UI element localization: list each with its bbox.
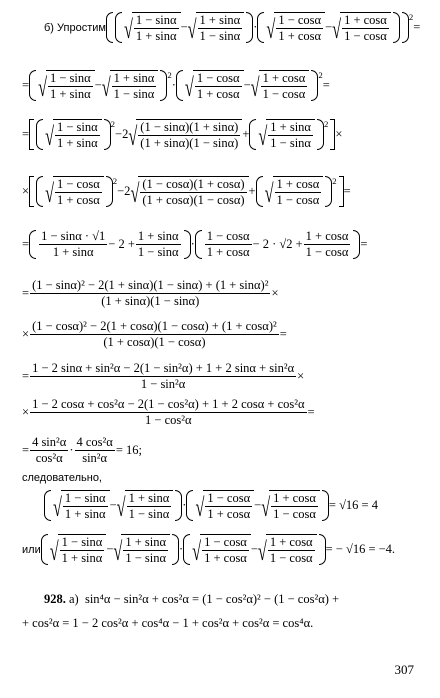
frac-den: (1 + sinα)(1 − sinα): [101, 294, 200, 309]
eq-line-10: [22, 436, 142, 465]
frac-den: 1 − sin²α: [140, 377, 186, 392]
frac-den: 1 + sinα: [56, 136, 98, 151]
problem-928-line-1: [44, 592, 339, 607]
frac-num: 1 + sinα: [198, 14, 243, 29]
group-sin: √ $\frac{1 - \sin\alpha}{1 + \sin\alpha}$ − √ $\frac{1 + \sin\alpha}{1 - \sin\alpha}$: [29, 70, 167, 101]
equals-sign: =: [22, 127, 30, 142]
square-bracket: √ $\frac{1 - \cos\alpha}{1 + \cos\alpha}$ $^2$ −2 √ $\frac{(1 - \cos\alpha)(1 + \cos\alpha)}{(1 + \cos\alpha)(1 - \cos\alpha)}$ + √ $\frac{1 + \cos\alpha}{1 - \cos\alpha}$ $^2$: [29, 176, 344, 207]
frac-den: 1 + cosα: [278, 29, 322, 44]
consequently-line: [22, 472, 102, 484]
group-cos: √ $\frac{1 - \cos\alpha}{1 + \cos\alpha}$ − √ $\frac{1 + \cos\alpha}{1 - \cos\alpha}$: [257, 12, 399, 43]
frac-den: (1 + cosα)(1 − cosα): [142, 193, 245, 208]
frac-num: 1 − sinα: [134, 14, 179, 29]
frac-den: 1 − sinα: [270, 136, 311, 151]
equals-sign: =: [343, 184, 351, 199]
minus-sign: −: [325, 20, 333, 35]
eq-line-6: [22, 279, 279, 308]
equals-sign: =: [22, 443, 30, 458]
frac-num: 1 − 2 sinα + sin²α − 2(1 − sin²α) + 1 + 2 sinα + sin²α: [30, 362, 296, 377]
problem-928-expr-2: + cos²α = 1 − 2 cos²α + cos⁴α − 1 + cos²α + cos²α = cos⁴α.: [22, 616, 314, 630]
frac-num: 1 − sinα: [60, 536, 105, 551]
frac-num: 1 − sinα: [48, 72, 93, 87]
frac-den: 1 − sinα: [113, 87, 155, 102]
frac-den: 1 + cosα: [207, 507, 251, 522]
times-sign: ×: [22, 327, 30, 342]
frac-num: 1 + cosα: [268, 536, 315, 551]
eq-line-1: [44, 12, 420, 43]
minus-sign: −: [243, 78, 251, 93]
frac-num: 1 + cosα: [304, 230, 351, 245]
frac-den: 1 − cosα: [262, 87, 306, 102]
outer-bracket: [106, 12, 409, 43]
exponent: 2: [408, 12, 414, 22]
result-minus-four: = − √16 = −4.: [325, 542, 396, 557]
problem-number: 928.: [44, 592, 66, 606]
dot-operator: ·: [179, 542, 184, 557]
minus-sign: −: [250, 542, 258, 557]
exponent: 2: [167, 70, 172, 80]
frac-num: 1 + sinα: [268, 121, 313, 136]
eq-line-4: [22, 176, 351, 207]
frac-den: 1 + sinα: [52, 245, 94, 260]
frac-den: sin²α: [82, 451, 108, 466]
equals-sign: =: [413, 20, 421, 35]
frac-num: (1 − sinα)² − 2(1 + sinα)(1 − sinα) + (1 + sinα)²: [30, 279, 270, 294]
minus-sign: −: [254, 498, 262, 513]
equals-sign: =: [322, 78, 330, 93]
times-sign: ×: [271, 286, 279, 301]
times-sign: ×: [22, 405, 30, 420]
minus-two-sqrt-two: − 2 · √2 +: [252, 237, 303, 252]
times-sign: ×: [335, 127, 343, 142]
frac-den: 1 − sinα: [125, 551, 166, 566]
frac-num: 4 sin²α: [30, 436, 68, 451]
frac-num: (1 − sinα)(1 + sinα): [138, 121, 240, 136]
frac-num: (1 − cosα)² − 2(1 + cosα)(1 − cosα) + (1 + cosα)²: [30, 320, 279, 335]
result-sixteen: = 16;: [115, 443, 142, 458]
problem-part-label: а): [69, 592, 79, 606]
exponent: 2: [323, 119, 329, 129]
frac-num: 1 − cosα: [202, 536, 249, 551]
frac-den: 1 − cosα: [305, 245, 349, 260]
plus-sign: +: [248, 184, 256, 199]
equals-sign: =: [22, 286, 30, 301]
eq-line-5: [22, 230, 367, 259]
frac-num: 1 − 2 cosα + cos²α − 2(1 − cos²α) + 1 + 2 cosα + cos²α: [30, 398, 306, 413]
minus-sign: −: [106, 542, 114, 557]
frac-den: 1 − cos²α: [145, 413, 192, 428]
group-sin: √ $\frac{1 - \sin\alpha}{1 + \sin\alpha}$ − √ $\frac{1 + \sin\alpha}{1 - \sin\alpha}$: [115, 12, 253, 43]
frac-num: 1 − cosα: [276, 14, 323, 29]
frac-den: 1 − cosα: [273, 507, 316, 522]
dot-operator: ·: [253, 20, 258, 35]
plus-sign: +: [242, 127, 250, 142]
frac-num: 4 cos²α: [75, 436, 115, 451]
consequently-text: следовательно,: [22, 472, 102, 484]
equals-sign: =: [22, 78, 30, 93]
frac-den: 1 − sinα: [137, 245, 179, 260]
frac-num: 1 + cosα: [342, 14, 389, 29]
frac-num: 1 − cosα: [205, 492, 252, 507]
dot-operator: ·: [69, 443, 74, 458]
problem-928-expr-1: sin⁴α − sin²α + cos²α = (1 − cos²α)² − (1 − cos²α) +: [84, 592, 340, 606]
frac-den: (1 + cosα)(1 − cosα): [103, 335, 206, 350]
frac-num: 1 + sinα: [123, 536, 168, 551]
frac-den: 1 − cosα: [276, 193, 320, 208]
times-sign: ×: [297, 369, 305, 384]
frac-den: 1 + cosα: [206, 245, 250, 260]
frac-den: cos²α: [35, 451, 63, 466]
eq-line-7: [22, 320, 287, 349]
problem-b-label: б) Упростим: [44, 21, 106, 34]
minus-sign: −: [94, 78, 102, 93]
eq-line-2: [22, 70, 330, 101]
frac-den: 1 − sinα: [199, 29, 241, 44]
eq-line-3: [22, 119, 342, 150]
group-cos: √ $\frac{1 - \cos\alpha}{1 + \cos\alpha}$ − √ $\frac{1 + \cos\alpha}{1 - \cos\alpha}$: [176, 70, 318, 101]
exponent: 2: [318, 70, 323, 80]
frac-den: 1 − sinα: [128, 507, 170, 522]
frac-den: 1 + cosα: [204, 551, 247, 566]
frac-den: 1 + sinα: [49, 87, 91, 102]
frac-num: (1 − cosα)(1 + cosα): [140, 178, 246, 193]
square-bracket: √ $\frac{1 - \sin\alpha}{1 + \sin\alpha}$ $^2$ −2 √ $\frac{(1 - \sin\alpha)(1 + \sin\alpha)}{(1 + \sin\alpha)(1 - \sin\alpha)}$ + √ $\frac{1 + \sin\alpha}{1 - \sin\alpha}$ $^2$: [29, 119, 335, 150]
frac-den: 1 + cosα: [196, 87, 240, 102]
frac-num: 1 + cosα: [275, 178, 322, 193]
frac-num: 1 + sinα: [112, 72, 157, 87]
frac-den: 1 − cosα: [344, 29, 387, 44]
result-line-2: или √ $\frac{1 - \sin\alpha}{1 + \sin\alpha}$ − √ $\frac{1 + \sin\alpha}{1 - \sin\alpha}$ · √ $\frac{1 - \cos\alpha}{1 + \cos\alpha}$ − √ $\frac{1 + \cos\alpha}{1 - \cos\alpha}$ = − √16 = −4.: [22, 535, 396, 567]
exponent: 2: [332, 176, 337, 186]
minus-two-plus: − 2 +: [108, 237, 135, 252]
dot-operator: ·: [171, 78, 176, 93]
frac-den: 1 + sinα: [135, 29, 177, 44]
page-number: 307: [394, 662, 414, 677]
equals-sign: =: [22, 237, 30, 252]
or-text: или: [22, 543, 41, 556]
result-line-1: √ $\frac{1 - \sin\alpha}{1 + \sin\alpha}$ − √ $\frac{1 + \sin\alpha}{1 - \sin\alpha}$ · √ $\frac{1 - \cos\alpha}{1 + \cos\alpha}$ − √ $\frac{1 + \cos\alpha}{1 - \cos\alpha}$ = √16 = 4: [44, 490, 378, 521]
frac-num: 1 − sinα: [63, 492, 108, 507]
frac-num: 1 − cosα: [195, 72, 242, 87]
eq-line-9: [22, 398, 315, 427]
frac-den: 1 + cosα: [56, 193, 100, 208]
frac-den: 1 + sinα: [61, 551, 103, 566]
equals-sign: =: [360, 237, 368, 252]
minus-sign: −: [180, 20, 188, 35]
eq-line-8: [22, 362, 304, 391]
frac-num: 1 − sinα: [55, 121, 100, 136]
equals-sign: =: [22, 369, 30, 384]
frac-num: 1 + sinα: [127, 492, 172, 507]
frac-num: 1 + cosα: [261, 72, 308, 87]
equals-sign: =: [279, 327, 287, 342]
minus-two: −2: [115, 127, 129, 142]
minus-two: −2: [117, 184, 131, 199]
exponent: 2: [110, 119, 116, 129]
frac-num: 1 − cosα: [55, 178, 102, 193]
exponent: 2: [112, 176, 118, 186]
dot-operator: ·: [182, 498, 187, 513]
frac-den: 1 − cosα: [269, 551, 313, 566]
problem-928-line-2: [22, 616, 313, 631]
frac-num: 1 − sinα · √1: [39, 230, 107, 245]
minus-sign: −: [109, 498, 117, 513]
frac-num: 1 + cosα: [271, 492, 318, 507]
times-sign: ×: [22, 184, 30, 199]
frac-num: 1 − cosα: [205, 230, 252, 245]
frac-num: 1 + sinα: [136, 230, 181, 245]
frac-den: (1 + sinα)(1 − sinα): [140, 136, 239, 151]
dot-operator: ·: [190, 237, 195, 252]
frac-den: 1 + sinα: [64, 507, 106, 522]
equals-sign: =: [307, 405, 315, 420]
result-four: = √16 = 4: [328, 498, 378, 513]
